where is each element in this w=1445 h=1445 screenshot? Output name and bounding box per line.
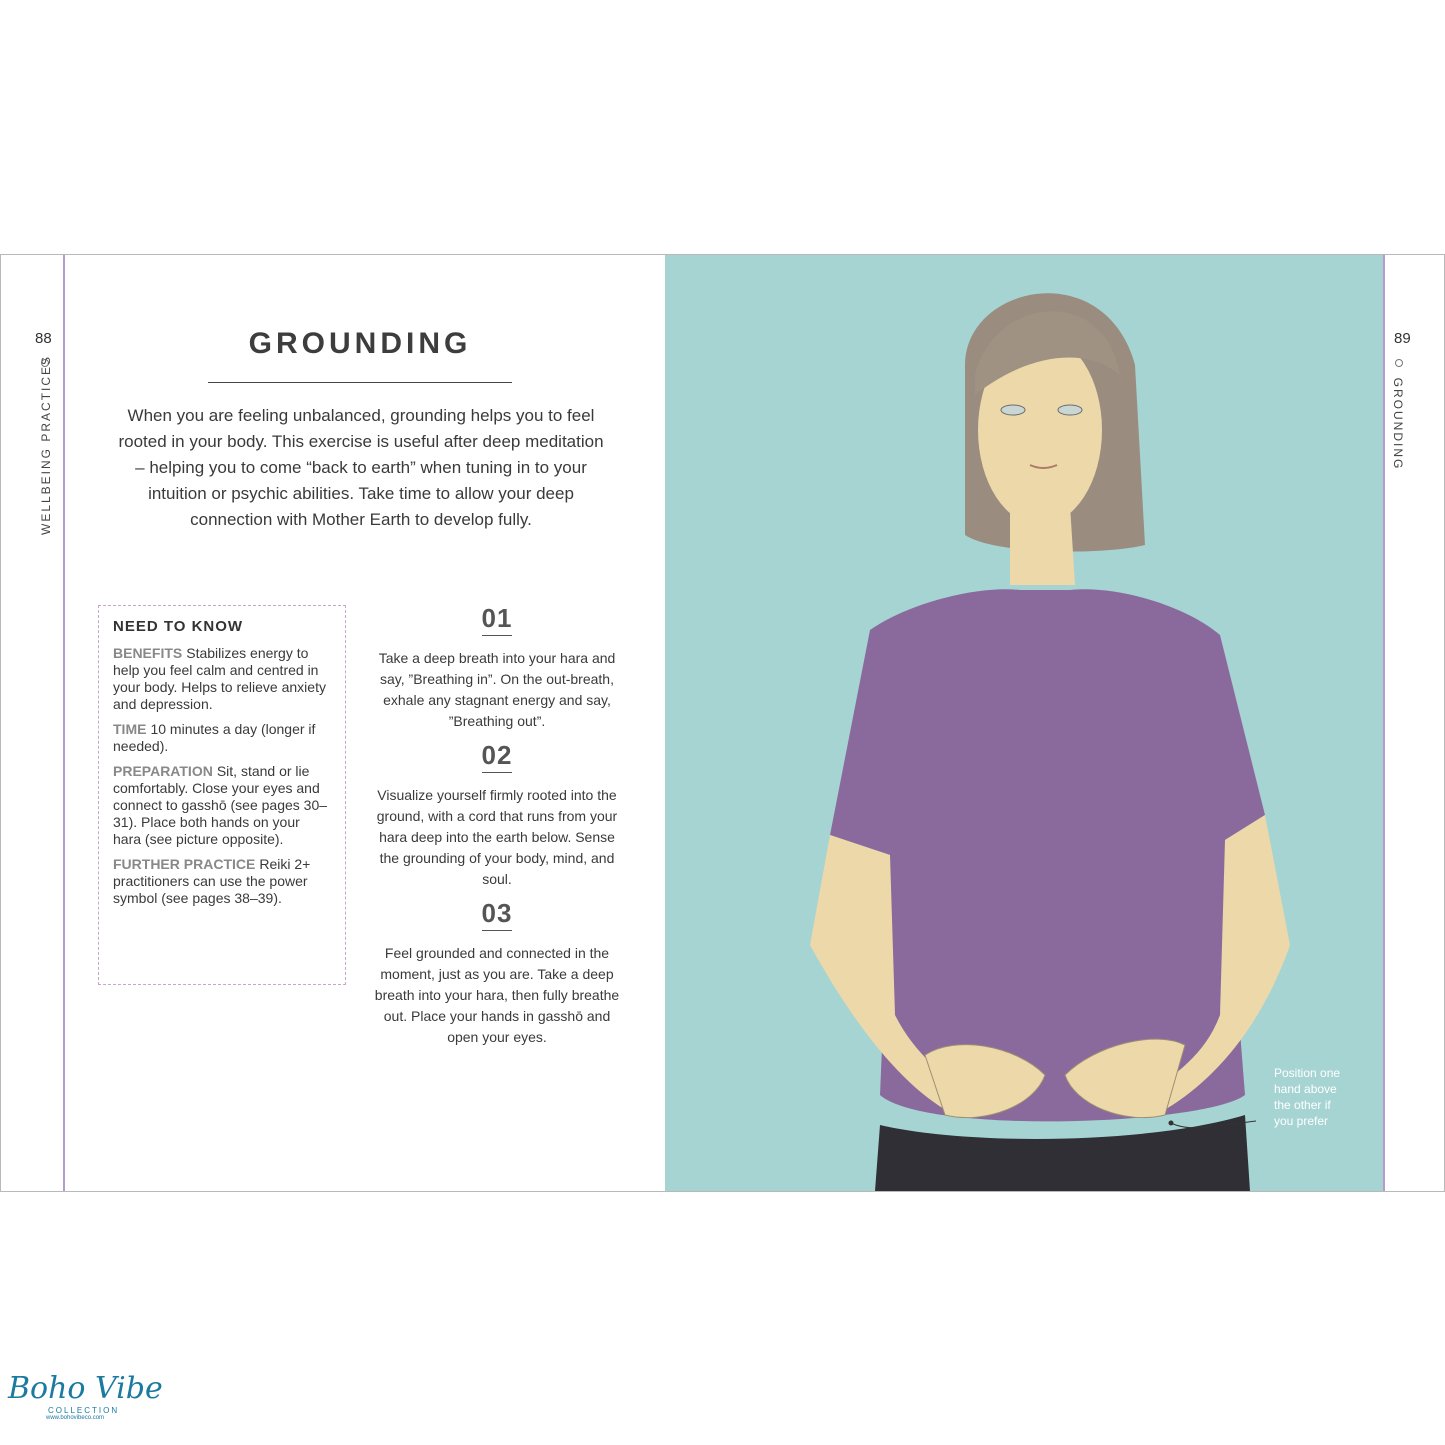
woman-illustration: [665, 255, 1383, 1191]
brand-logo: [8, 1372, 168, 1432]
illustration-svg: [665, 255, 1383, 1191]
step-2: [369, 740, 625, 890]
page-number-left: 88: [35, 330, 52, 347]
page-title: GROUNDING: [248, 327, 472, 360]
intro-paragraph: When you are feeling unbalanced, grounding helps you to feel rooted in your body. This exercise is useful after deep meditation – helping you to come “back to earth” when tuning in to your intuition or psychic abilities. Take time to allow your deep connection with Mother Earth to develop fully.: [118, 406, 604, 529]
benefits-label: BENEFITS: [113, 645, 183, 661]
caption-pointer: [1161, 1115, 1261, 1155]
time-item: [113, 721, 331, 755]
preparation-text: Sit, stand or lie comfortably. Close your eyes and connect to gasshō (see pages 30–31). Place both hands on your hara (see picture opposite).: [113, 763, 328, 847]
caption-line: you prefer: [1274, 1114, 1329, 1128]
step-text: Feel grounded and connected in the moment, just as you are. Take a deep breath into your hara, then fully breathe out. Place your hands in gasshō and open your eyes.: [374, 945, 620, 1045]
running-head-right: GROUNDING: [1391, 377, 1405, 471]
caption-line: hand above: [1274, 1082, 1337, 1096]
running-head-left: WELLBEING PRACTICES: [39, 354, 53, 535]
need-to-know-heading: NEED TO KNOW: [113, 618, 244, 635]
left-margin-rule: [63, 255, 65, 1191]
step-number: 01: [482, 603, 513, 636]
step-text: Take a deep breath into your hara and say, ”Breathing in”. On the out-breath, exhale any stagnant energy and say, ”Breathing out”.: [378, 650, 616, 729]
need-to-know-box: [98, 605, 346, 985]
preparation-label: PREPARATION: [113, 763, 213, 779]
further-practice-item: [113, 856, 331, 907]
step-number: 03: [482, 898, 513, 931]
dot-marker-right: [1395, 359, 1403, 367]
step-3: [369, 898, 625, 1048]
step-1: [369, 603, 625, 732]
further-practice-label: FURTHER PRACTICE: [113, 856, 256, 872]
title-underline: [208, 382, 512, 383]
caption-line: Position one: [1274, 1066, 1341, 1080]
book-spread: [0, 254, 1445, 1192]
time-text: 10 minutes a day (longer if needed).: [113, 721, 316, 754]
illustration-caption: [1274, 1065, 1340, 1129]
step-number: 02: [482, 740, 513, 773]
logo-url: www.bohovibeco.com: [46, 1415, 105, 1421]
time-label: TIME: [113, 721, 147, 737]
step-text: Visualize yourself firmly rooted into the ground, with a cord that runs from your hara deep into the earth below. Sense the grounding of your body, mind, and soul.: [376, 787, 618, 887]
preparation-item: [113, 763, 331, 848]
logo-brand-text: Boho Vibe: [8, 1371, 163, 1406]
logo-sub-text: COLLECTION: [48, 1406, 120, 1415]
benefits-text: Stabilizes energy to help you feel calm and centred in your body. Helps to relieve anxiety and depression.: [113, 645, 326, 712]
page-number-right: 89: [1394, 330, 1411, 347]
caption-line: the other if: [1274, 1098, 1331, 1112]
further-practice-text: Reiki 2+ practitioners can use the power symbol (see pages 38–39).: [113, 856, 311, 906]
benefits-item: [113, 645, 331, 713]
right-margin-rule: [1383, 255, 1385, 1191]
